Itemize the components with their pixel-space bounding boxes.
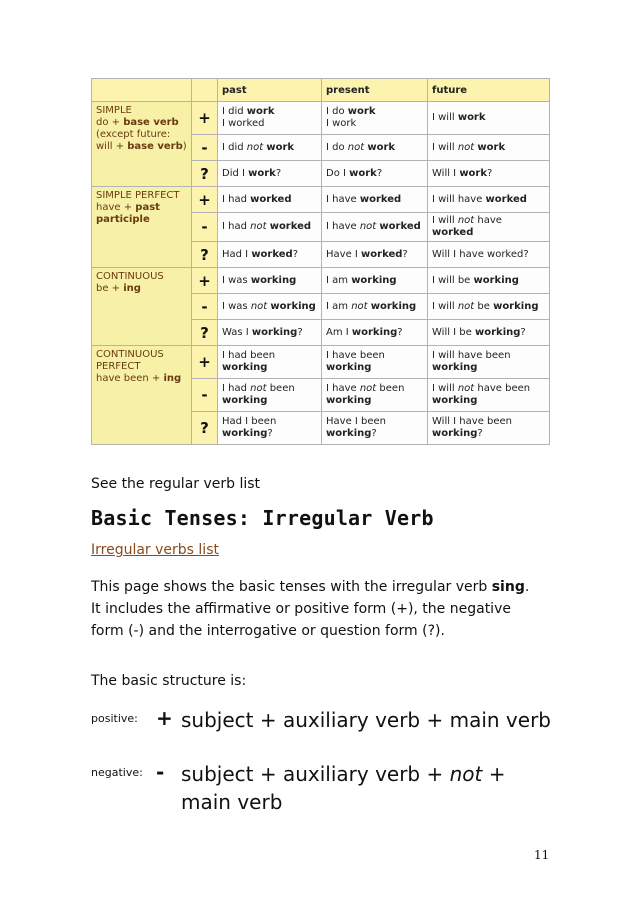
tense-cell-text: work xyxy=(246,106,275,117)
tense-cell-text: working xyxy=(222,428,268,439)
tense-cell-text: worked xyxy=(359,193,402,205)
tense-cell-text: not xyxy=(347,141,365,153)
tense-group-label-text: do + xyxy=(96,117,124,128)
tense-cell-text: ? xyxy=(292,248,298,260)
tense-group-label xyxy=(92,268,192,346)
tense-group-label-text: SIMPLE PERFECT xyxy=(96,190,180,201)
irregular-verbs-link[interactable]: Irregular verbs list xyxy=(91,542,219,558)
header-future: future xyxy=(428,79,550,102)
tense-table xyxy=(91,78,550,445)
tense-group-label-text: have + xyxy=(96,202,136,213)
tense-cell-text: not xyxy=(359,383,377,394)
tense-cell-future xyxy=(428,379,550,412)
tense-cell-future xyxy=(428,187,550,213)
tense-group-label-text: past xyxy=(135,202,160,213)
tense-cell-text: Will I xyxy=(432,167,460,179)
tense-cell-text: not xyxy=(250,221,267,232)
tense-group-label-text: have been + xyxy=(96,373,164,384)
tense-group-label-text: be + xyxy=(96,283,124,294)
tense-cell-text: Had I been xyxy=(222,416,277,427)
tense-cell-text: ? xyxy=(520,326,526,338)
tense-cell-text: not xyxy=(351,300,368,312)
tense-cell-present xyxy=(322,102,428,135)
tense-cell-past xyxy=(218,412,322,445)
tense-cell-text: I did xyxy=(222,141,247,153)
tense-cell-text: Do I xyxy=(326,167,350,179)
tense-cell-text: I am xyxy=(326,274,352,286)
tense-cell-present xyxy=(322,294,428,320)
form-sign: - xyxy=(192,379,218,412)
tense-cell-text: I was xyxy=(222,274,251,286)
tense-cell-text: I am xyxy=(326,300,352,312)
tense-group-label-text: ing xyxy=(163,373,182,384)
tense-group-label-text: ) xyxy=(182,141,187,152)
tense-cell-present xyxy=(322,213,428,242)
tense-cell-text: working xyxy=(351,274,397,286)
tense-cell-text: working xyxy=(270,300,316,312)
tense-cell-text: not xyxy=(457,215,475,226)
tense-cell-text: working xyxy=(326,428,372,439)
tense-cell-text: Will I have worked? xyxy=(432,248,529,260)
tense-cell-text: been xyxy=(266,383,295,394)
tense-cell-text: I did xyxy=(222,106,247,117)
tense-cell-text: ? xyxy=(275,167,282,179)
tense-cell-text: I will have been xyxy=(432,350,511,361)
tense-cell-text: I work xyxy=(326,118,357,129)
tense-group-label-text: CONTINUOUS xyxy=(96,271,164,282)
tense-cell-text: ? xyxy=(477,428,483,439)
tense-cell-text: working xyxy=(432,362,478,373)
tense-cell-text: worked xyxy=(361,248,403,260)
tense-cell-text: Will I have been xyxy=(432,416,513,427)
tense-cell-text: work xyxy=(248,167,276,179)
tense-cell-present xyxy=(322,161,428,187)
tense-cell-text: Will I be xyxy=(432,326,475,338)
table-row xyxy=(92,268,550,294)
tense-group-label xyxy=(92,102,192,187)
form-sign: + xyxy=(192,187,218,213)
tense-cell-text: not xyxy=(359,221,377,232)
tense-cell-future xyxy=(428,320,550,346)
tense-cell-past xyxy=(218,187,322,213)
intro-verb: sing xyxy=(491,579,525,595)
tense-cell-past xyxy=(218,135,322,161)
tense-cell-text: Was I xyxy=(222,326,252,338)
tense-cell-text: worked xyxy=(250,193,292,205)
table-row xyxy=(92,102,550,135)
tense-table-body xyxy=(92,102,550,445)
tense-cell-text: I will xyxy=(432,383,458,394)
tense-cell-future xyxy=(428,268,550,294)
header-present: present xyxy=(322,79,428,102)
tense-cell-text: I have xyxy=(326,193,360,205)
tense-cell-text: work xyxy=(349,167,377,179)
tense-cell-text: work xyxy=(347,106,376,117)
tense-cell-text: working xyxy=(432,395,478,406)
tense-cell-future xyxy=(428,242,550,268)
tense-cell-future xyxy=(428,346,550,379)
tense-cell-text: I worked xyxy=(222,118,265,129)
tense-cell-text: I had xyxy=(222,383,251,394)
tense-cell-past xyxy=(218,294,322,320)
form-sign: ? xyxy=(192,242,218,268)
negative-sign: - xyxy=(156,760,165,784)
tense-cell-text: work xyxy=(367,141,396,153)
tense-cell-text: I will be xyxy=(432,274,474,286)
tense-cell-text: working xyxy=(326,362,372,373)
tense-cell-text: working xyxy=(432,428,478,439)
tense-cell-text: Have I been xyxy=(326,416,387,427)
table-row xyxy=(92,187,550,213)
tense-cell-text: worked xyxy=(379,221,421,232)
tense-cell-past xyxy=(218,320,322,346)
intro-part-2: . It includes the affirmative or positive form (+), the negative form (-) and the interrogative or question form (?). xyxy=(91,579,530,639)
tense-cell-text: work xyxy=(459,167,488,179)
form-sign: + xyxy=(192,268,218,294)
tense-cell-text: I have xyxy=(326,383,360,394)
tense-cell-text: been xyxy=(376,383,405,394)
tense-cell-text: I have xyxy=(326,221,360,232)
tense-cell-text: I had xyxy=(222,221,251,232)
tense-cell-text: Have I xyxy=(326,248,362,260)
negative-emphasis: not xyxy=(449,762,483,786)
tense-cell-future xyxy=(428,161,550,187)
tense-group-label-text: SIMPLE xyxy=(96,105,132,116)
tense-cell-text: working xyxy=(250,274,297,286)
tense-cell-text: working xyxy=(351,326,398,338)
tense-cell-text: I was xyxy=(222,300,251,312)
form-sign: ? xyxy=(192,412,218,445)
tense-cell-future xyxy=(428,412,550,445)
page-number: 11 xyxy=(534,848,550,862)
tense-cell-text: ? xyxy=(371,428,377,439)
tense-cell-text: Did I xyxy=(222,167,249,179)
tense-cell-future xyxy=(428,102,550,135)
structure-intro: The basic structure is: xyxy=(91,673,247,689)
tense-group-label xyxy=(92,187,192,268)
tense-cell-text: work xyxy=(266,141,295,153)
form-sign: - xyxy=(192,135,218,161)
tense-group-label-text: base verb xyxy=(123,117,179,128)
form-sign: - xyxy=(192,213,218,242)
tense-cell-text: working xyxy=(326,395,372,406)
tense-cell-text: not xyxy=(250,300,268,312)
tense-cell-past xyxy=(218,268,322,294)
tense-cell-present xyxy=(322,346,428,379)
tense-cell-text: ? xyxy=(267,428,273,439)
tense-cell-text: working xyxy=(251,326,298,338)
tense-group-label-text: will + xyxy=(96,141,128,152)
tense-group-label-text: CONTINUOUS xyxy=(96,349,164,360)
table-header-row xyxy=(92,79,550,102)
tense-cell-text: I will xyxy=(432,215,458,226)
section-heading: Basic Tenses: Irregular Verb xyxy=(91,506,434,530)
header-past: past xyxy=(218,79,322,102)
tense-cell-past xyxy=(218,213,322,242)
tense-cell-text: ? xyxy=(297,326,303,338)
positive-label: positive: xyxy=(91,712,138,725)
tense-cell-present xyxy=(322,320,428,346)
tense-cell-text: working xyxy=(222,395,268,406)
tense-group-label-text: PERFECT xyxy=(96,361,141,372)
tense-cell-text: ? xyxy=(487,167,493,179)
form-sign: - xyxy=(192,294,218,320)
form-sign: ? xyxy=(192,320,218,346)
negative-formula xyxy=(181,760,561,816)
tense-cell-text: working xyxy=(222,362,268,373)
intro-part-1: This page shows the basic tenses with the irregular verb xyxy=(91,579,492,595)
tense-cell-text: I do xyxy=(326,141,348,153)
tense-group-label-text: participle xyxy=(96,214,150,225)
tense-cell-text: working xyxy=(370,300,417,312)
tense-cell-text: working xyxy=(475,326,521,338)
tense-cell-past xyxy=(218,161,322,187)
tense-cell-text: not xyxy=(250,383,267,394)
tense-cell-future xyxy=(428,213,550,242)
tense-cell-text: working xyxy=(493,300,539,312)
tense-cell-present xyxy=(322,412,428,445)
regular-verb-list-note: See the regular verb list xyxy=(91,476,261,492)
tense-group-label-text: ing xyxy=(123,283,141,294)
tense-cell-text: worked xyxy=(485,193,527,205)
tense-cell-text: work xyxy=(457,112,486,123)
tense-cell-text: I had been xyxy=(222,350,276,361)
tense-cell-present xyxy=(322,242,428,268)
tense-cell-text: ? xyxy=(376,167,383,179)
tense-cell-text: I will have xyxy=(432,193,486,205)
form-sign: + xyxy=(192,346,218,379)
tense-cell-text: work xyxy=(477,141,506,153)
intro-paragraph xyxy=(91,576,531,642)
tense-group-label-text: (except future: xyxy=(96,129,171,140)
tense-cell-text: I will xyxy=(432,300,458,312)
tense-cell-past xyxy=(218,102,322,135)
tense-cell-past xyxy=(218,346,322,379)
tense-cell-text: I will xyxy=(432,112,458,123)
tense-cell-text: worked xyxy=(269,221,312,232)
tense-cell-past xyxy=(218,379,322,412)
tense-cell-present xyxy=(322,379,428,412)
tense-cell-present xyxy=(322,268,428,294)
tense-group-label-text: base verb xyxy=(127,141,183,152)
tense-group-label xyxy=(92,346,192,445)
tense-cell-text: have been xyxy=(474,383,531,394)
tense-cell-present xyxy=(322,135,428,161)
tense-cell-text: working xyxy=(473,274,519,286)
tense-cell-text: Am I xyxy=(326,326,352,338)
tense-cell-present xyxy=(322,187,428,213)
tense-cell-text: worked xyxy=(432,227,474,238)
form-sign: ? xyxy=(192,161,218,187)
positive-sign: + xyxy=(156,706,173,730)
tense-cell-text: I do xyxy=(326,106,348,117)
tense-cell-text: worked xyxy=(251,248,293,260)
tense-cell-text: ? xyxy=(397,326,403,338)
table-row xyxy=(92,346,550,379)
tense-cell-text: be xyxy=(474,300,494,312)
header-blank xyxy=(92,79,192,102)
header-sign xyxy=(192,79,218,102)
tense-cell-text: not xyxy=(457,300,475,312)
tense-cell-text: I have been xyxy=(326,350,385,361)
tense-cell-text: have xyxy=(474,215,502,226)
form-sign: + xyxy=(192,102,218,135)
negative-label: negative: xyxy=(91,766,143,779)
tense-cell-text: I had xyxy=(222,193,251,205)
tense-cell-future xyxy=(428,135,550,161)
tense-cell-text: Had I xyxy=(222,248,252,260)
negative-formula-start: subject + auxiliary verb + xyxy=(181,762,450,786)
tense-cell-text: not xyxy=(457,141,475,153)
tense-cell-future xyxy=(428,294,550,320)
negative-formula-end: + main verb xyxy=(181,762,506,814)
positive-formula: subject + auxiliary verb + main verb xyxy=(181,708,551,732)
tense-cell-text: not xyxy=(246,141,264,153)
tense-cell-text: not xyxy=(457,383,475,394)
tense-cell-text: ? xyxy=(402,248,408,260)
tense-cell-past xyxy=(218,242,322,268)
tense-cell-text: I will xyxy=(432,141,458,153)
